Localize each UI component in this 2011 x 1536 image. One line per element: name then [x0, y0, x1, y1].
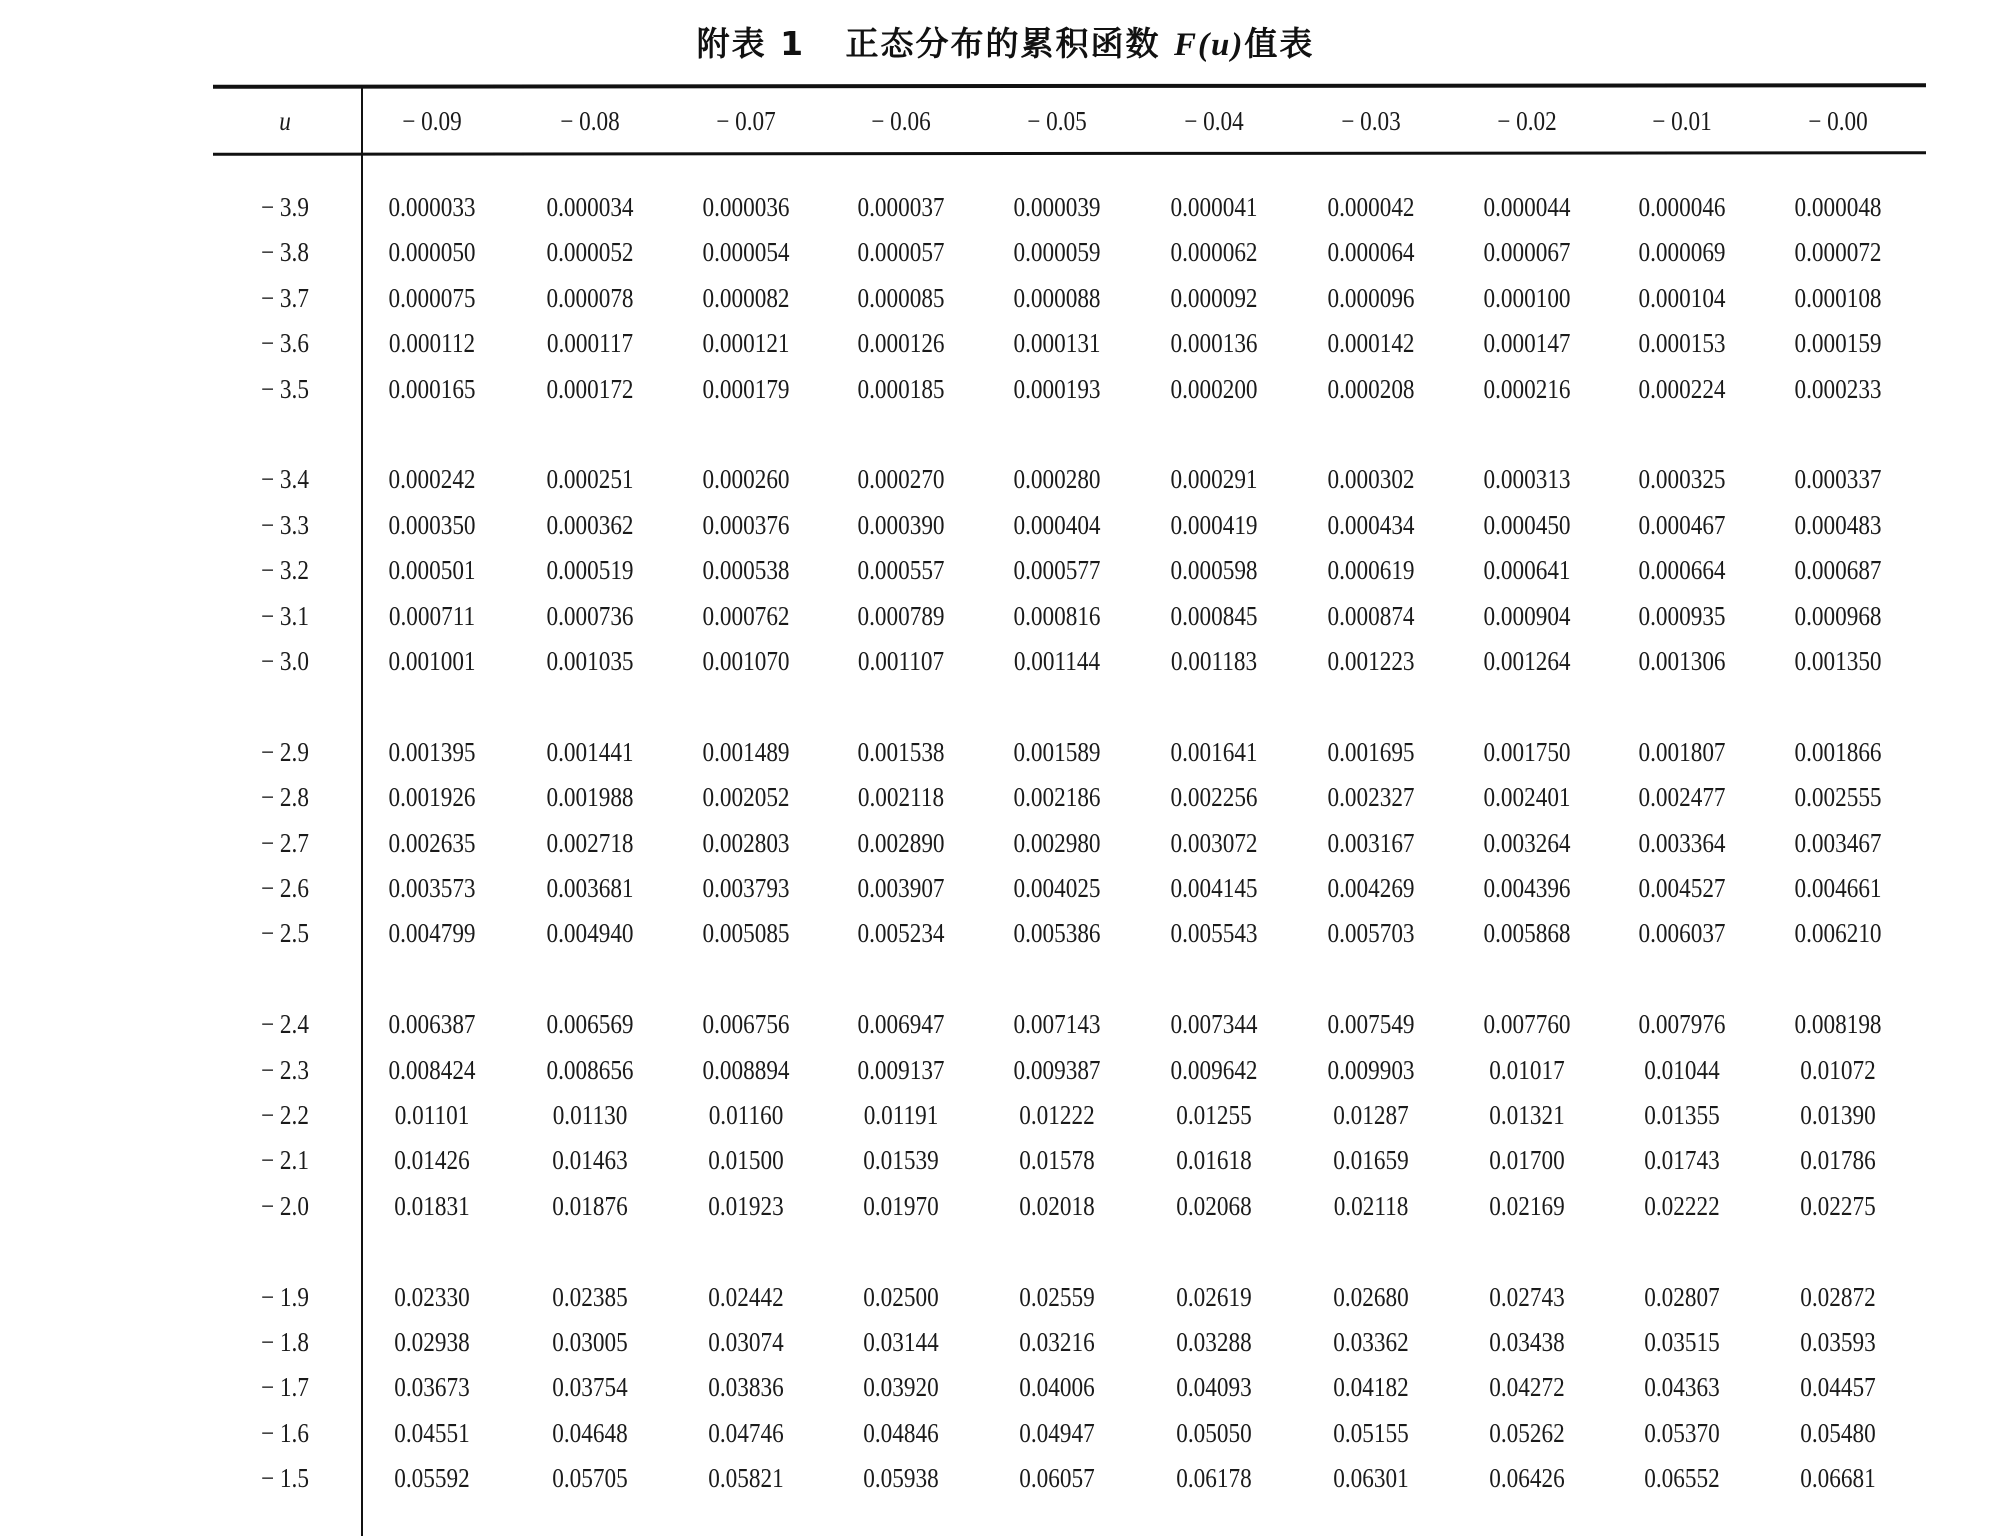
table-cell: 0.009642 — [1170, 1054, 1258, 1085]
table-cell: 0.01463 — [552, 1145, 628, 1176]
table-cell: 0.04093 — [1176, 1372, 1252, 1403]
table-cell: 0.000200 — [1170, 373, 1258, 404]
table-cell: 0.004269 — [1327, 873, 1415, 903]
table-cell: 0.000450 — [1483, 509, 1571, 540]
table-cell: 0.01044 — [1644, 1054, 1720, 1085]
table-cell: 0.003681 — [546, 873, 634, 903]
table-cell: 0.000419 — [1170, 509, 1258, 540]
table-cell: 0.000036 — [702, 192, 790, 222]
table-cell: 0.01130 — [552, 1100, 628, 1130]
table-cell: 0.008424 — [388, 1054, 476, 1085]
table-cell: 0.02500 — [863, 1281, 939, 1312]
table-cell: 0.004396 — [1483, 873, 1571, 903]
table-cell: 0.02018 — [1019, 1190, 1095, 1221]
column-header: − 0.08 — [560, 106, 620, 136]
table-cell: 0.02442 — [708, 1281, 784, 1312]
table-cell: 0.04648 — [552, 1417, 628, 1448]
table-cell: 0.000064 — [1327, 237, 1415, 268]
table-cell: 0.007549 — [1327, 1009, 1415, 1040]
table-cell: 0.001695 — [1327, 736, 1415, 767]
table-cell: 0.000179 — [702, 373, 790, 404]
table-cell: 0.000165 — [388, 373, 476, 404]
top-rule — [213, 83, 1926, 88]
table-cell: 0.003072 — [1170, 827, 1258, 858]
table-cell: 0.003793 — [702, 873, 790, 903]
row-header-u: − 1.5 — [261, 1463, 309, 1494]
table-cell: 0.03074 — [708, 1327, 784, 1357]
table-cell: 0.001223 — [1327, 646, 1415, 676]
table-cell: 0.05821 — [708, 1463, 784, 1494]
table-cell: 0.001926 — [388, 782, 476, 813]
table-cell: 0.000968 — [1794, 600, 1882, 631]
table-cell: 0.02619 — [1176, 1281, 1252, 1312]
row-header-u: − 3.1 — [261, 600, 309, 631]
title-text: 正态分布的累积函数 — [845, 24, 1161, 63]
table-cell: 0.000050 — [388, 237, 476, 268]
table-cell: 0.02169 — [1489, 1190, 1565, 1221]
table-cell: 0.04551 — [394, 1417, 470, 1448]
table-cell: 0.001183 — [1170, 646, 1258, 676]
table-cell: 0.000042 — [1327, 192, 1415, 222]
row-header-u: − 1.8 — [261, 1327, 309, 1357]
table-cell: 0.01500 — [708, 1145, 784, 1176]
table-cell: 0.001144 — [1013, 646, 1101, 676]
table-cell: 0.000325 — [1638, 464, 1726, 495]
table-cell: 0.002477 — [1638, 782, 1726, 813]
table-cell: 0.000557 — [857, 555, 945, 586]
table-cell: 0.005386 — [1013, 918, 1101, 949]
header-rule — [213, 151, 1926, 155]
table-cell: 0.000044 — [1483, 192, 1571, 222]
table-cell: 0.005085 — [702, 918, 790, 949]
table-cell: 0.000082 — [702, 282, 790, 313]
table-cell: 0.001035 — [546, 646, 634, 676]
table-cell: 0.01321 — [1489, 1100, 1565, 1130]
column-header: − 0.00 — [1808, 106, 1868, 136]
table-cell: 0.000291 — [1170, 464, 1258, 495]
table-cell: 0.000112 — [388, 328, 476, 359]
table-cell: 0.000104 — [1638, 282, 1726, 313]
table-cell: 0.04182 — [1333, 1372, 1409, 1403]
table-cell: 0.000069 — [1638, 237, 1726, 268]
table-cell: 0.001489 — [702, 736, 790, 767]
row-header-u: − 3.8 — [261, 237, 309, 268]
table-cell: 0.000467 — [1638, 509, 1726, 540]
row-header-u: − 3.9 — [261, 192, 309, 222]
table-cell: 0.01618 — [1176, 1145, 1252, 1176]
table-cell: 0.02559 — [1019, 1281, 1095, 1312]
table-cell: 0.007760 — [1483, 1009, 1571, 1040]
row-header-u: − 1.6 — [261, 1417, 309, 1448]
table-cell: 0.000037 — [857, 192, 945, 222]
table-cell: 0.000687 — [1794, 555, 1882, 586]
table-cell: 0.000577 — [1013, 555, 1101, 586]
table-cell: 0.000904 — [1483, 600, 1571, 631]
column-header: − 0.07 — [716, 106, 776, 136]
table-cell: 0.03005 — [552, 1327, 628, 1357]
table-cell: 0.000242 — [388, 464, 476, 495]
table-cell: 0.000096 — [1327, 282, 1415, 313]
table-cell: 0.01876 — [552, 1190, 628, 1221]
row-header-u: − 2.8 — [261, 782, 309, 813]
table-cell: 0.03836 — [708, 1372, 784, 1403]
table-cell: 0.007976 — [1638, 1009, 1726, 1040]
table-cell: 0.06426 — [1489, 1463, 1565, 1494]
table-cell: 0.000251 — [546, 464, 634, 495]
table-cell: 0.06552 — [1644, 1463, 1720, 1494]
table-cell: 0.02275 — [1800, 1190, 1876, 1221]
table-cell: 0.004661 — [1794, 873, 1882, 903]
table-cell: 0.000302 — [1327, 464, 1415, 495]
row-header-u: − 2.9 — [261, 736, 309, 767]
table-cell: 0.03515 — [1644, 1327, 1720, 1357]
table-cell: 0.002890 — [857, 827, 945, 858]
table-cell: 0.006037 — [1638, 918, 1726, 949]
table-cell: 0.008894 — [702, 1054, 790, 1085]
table-cell: 0.000034 — [546, 192, 634, 222]
table-cell: 0.02118 — [1333, 1190, 1409, 1221]
table-cell: 0.000337 — [1794, 464, 1882, 495]
row-header-u: − 3.0 — [261, 646, 309, 676]
table-cell: 0.04006 — [1019, 1372, 1095, 1403]
table-cell: 0.05050 — [1176, 1417, 1252, 1448]
table-cell: 0.001750 — [1483, 736, 1571, 767]
table-cell: 0.009387 — [1013, 1054, 1101, 1085]
row-header-u: − 1.9 — [261, 1281, 309, 1312]
row-header-u: − 3.5 — [261, 373, 309, 404]
table-cell: 0.04363 — [1644, 1372, 1720, 1403]
table-cell: 0.001350 — [1794, 646, 1882, 676]
table-cell: 0.03288 — [1176, 1327, 1252, 1357]
table-cell: 0.003167 — [1327, 827, 1415, 858]
table-cell: 0.000390 — [857, 509, 945, 540]
table-cell: 0.03144 — [863, 1327, 939, 1357]
column-header: − 0.05 — [1027, 106, 1087, 136]
column-header: − 0.02 — [1497, 106, 1557, 136]
table-cell: 0.03920 — [863, 1372, 939, 1403]
table-cell: 0.000048 — [1794, 192, 1882, 222]
table-cell: 0.004799 — [388, 918, 476, 949]
table-cell: 0.06681 — [1800, 1463, 1876, 1494]
table-cell: 0.001306 — [1638, 646, 1726, 676]
table-cell: 0.01255 — [1176, 1100, 1252, 1130]
table-cell: 0.001107 — [857, 646, 945, 676]
table-cell: 0.001264 — [1483, 646, 1571, 676]
table-cell: 0.02068 — [1176, 1190, 1252, 1221]
table-cell: 0.05705 — [552, 1463, 628, 1494]
table-cell: 0.000538 — [702, 555, 790, 586]
table-cell: 0.000121 — [702, 328, 790, 359]
table-cell: 0.002118 — [857, 782, 945, 813]
title-function: F(u) — [1174, 27, 1245, 63]
table-cell: 0.002327 — [1327, 782, 1415, 813]
row-header-u: − 2.4 — [261, 1009, 309, 1040]
table-cell: 0.01539 — [863, 1145, 939, 1176]
table-cell: 0.06301 — [1333, 1463, 1409, 1494]
table-cell: 0.004025 — [1013, 873, 1101, 903]
column-header: − 0.09 — [402, 106, 462, 136]
table-cell: 0.000147 — [1483, 328, 1571, 359]
table-cell: 0.03673 — [394, 1372, 470, 1403]
table-cell: 0.000736 — [546, 600, 634, 631]
table-cell: 0.006756 — [702, 1009, 790, 1040]
table-cell: 0.000185 — [857, 373, 945, 404]
table-cell: 0.01160 — [708, 1100, 784, 1130]
table-cell: 0.000052 — [546, 237, 634, 268]
table-cell: 0.000434 — [1327, 509, 1415, 540]
column-header-u: u — [279, 106, 291, 136]
row-header-u: − 2.5 — [261, 918, 309, 949]
table-cell: 0.000619 — [1327, 555, 1415, 586]
table-cell: 0.002980 — [1013, 827, 1101, 858]
table-cell: 0.001866 — [1794, 736, 1882, 767]
table-cell: 0.000270 — [857, 464, 945, 495]
table-cell: 0.01191 — [863, 1100, 939, 1130]
table-cell: 0.008198 — [1794, 1009, 1882, 1040]
row-header-u: − 3.3 — [261, 509, 309, 540]
table-cell: 0.000789 — [857, 600, 945, 631]
table-cell: 0.001395 — [388, 736, 476, 767]
table-cell: 0.003264 — [1483, 827, 1571, 858]
table-cell: 0.000501 — [388, 555, 476, 586]
table-cell: 0.01287 — [1333, 1100, 1409, 1130]
table-cell: 0.000117 — [546, 328, 634, 359]
table-cell: 0.003573 — [388, 873, 476, 903]
table-cell: 0.000054 — [702, 237, 790, 268]
table-cell: 0.002052 — [702, 782, 790, 813]
row-header-u: − 3.7 — [261, 282, 309, 313]
table-cell: 0.000350 — [388, 509, 476, 540]
table-cell: 0.001589 — [1013, 736, 1101, 767]
table-cell: 0.000159 — [1794, 328, 1882, 359]
table-cell: 0.000519 — [546, 555, 634, 586]
table-cell: 0.000598 — [1170, 555, 1258, 586]
table-cell: 0.000260 — [702, 464, 790, 495]
table-cell: 0.000483 — [1794, 509, 1882, 540]
table-cell: 0.000067 — [1483, 237, 1571, 268]
table-cell: 0.001441 — [546, 736, 634, 767]
table-cell: 0.004940 — [546, 918, 634, 949]
table-cell: 0.006569 — [546, 1009, 634, 1040]
table-cell: 0.01659 — [1333, 1145, 1409, 1176]
table-cell: 0.000088 — [1013, 282, 1101, 313]
table-cell: 0.002555 — [1794, 782, 1882, 813]
row-header-u: − 2.7 — [261, 827, 309, 858]
table-cell: 0.05262 — [1489, 1417, 1565, 1448]
row-header-u: − 2.0 — [261, 1190, 309, 1221]
table-cell: 0.003364 — [1638, 827, 1726, 858]
row-header-u: − 3.6 — [261, 328, 309, 359]
column-header: − 0.03 — [1341, 106, 1401, 136]
table-cell: 0.009137 — [857, 1054, 945, 1085]
table-cell: 0.006387 — [388, 1009, 476, 1040]
table-cell: 0.005234 — [857, 918, 945, 949]
table-cell: 0.000216 — [1483, 373, 1571, 404]
row-header-u: − 1.7 — [261, 1372, 309, 1403]
table-cell: 0.000085 — [857, 282, 945, 313]
table-cell: 0.004527 — [1638, 873, 1726, 903]
table-cell: 0.000362 — [546, 509, 634, 540]
row-header-u: − 2.1 — [261, 1145, 309, 1176]
table-cell: 0.01578 — [1019, 1145, 1095, 1176]
table-cell: 0.03754 — [552, 1372, 628, 1403]
table-cell: 0.000062 — [1170, 237, 1258, 268]
table-cell: 0.000072 — [1794, 237, 1882, 268]
table-cell: 0.01017 — [1489, 1054, 1565, 1085]
table-cell: 0.01831 — [394, 1190, 470, 1221]
table-cell: 0.000078 — [546, 282, 634, 313]
table-cell: 0.001001 — [388, 646, 476, 676]
row-header-u: − 3.2 — [261, 555, 309, 586]
column-header: − 0.01 — [1652, 106, 1712, 136]
table-cell: 0.000142 — [1327, 328, 1415, 359]
table-cell: 0.000100 — [1483, 282, 1571, 313]
table-cell: 0.02680 — [1333, 1281, 1409, 1312]
table-cell: 0.05592 — [394, 1463, 470, 1494]
table-cell: 0.000172 — [546, 373, 634, 404]
table-cell: 0.000208 — [1327, 373, 1415, 404]
column-header: − 0.06 — [871, 106, 931, 136]
table-cell: 0.000280 — [1013, 464, 1101, 495]
table-cell: 0.02385 — [552, 1281, 628, 1312]
table-cell: 0.000664 — [1638, 555, 1726, 586]
table-cell: 0.000039 — [1013, 192, 1101, 222]
table-cell: 0.06057 — [1019, 1463, 1095, 1494]
table-cell: 0.03438 — [1489, 1327, 1565, 1357]
table-cell: 0.002186 — [1013, 782, 1101, 813]
table-cell: 0.01786 — [1800, 1145, 1876, 1176]
table-cell: 0.01970 — [863, 1190, 939, 1221]
table-cell: 0.03362 — [1333, 1327, 1409, 1357]
table-cell: 0.002803 — [702, 827, 790, 858]
table-cell: 0.04947 — [1019, 1417, 1095, 1448]
page-title — [0, 18, 2011, 65]
table-cell: 0.000131 — [1013, 328, 1101, 359]
table-cell: 0.01072 — [1800, 1054, 1876, 1085]
table-cell: 0.000313 — [1483, 464, 1571, 495]
table-cell: 0.000233 — [1794, 373, 1882, 404]
table-cell: 0.05480 — [1800, 1417, 1876, 1448]
table-cell: 0.000046 — [1638, 192, 1726, 222]
table-cell: 0.000711 — [388, 600, 476, 631]
table-cell: 0.01101 — [394, 1100, 470, 1130]
table-cell: 0.000845 — [1170, 600, 1258, 631]
table-cell: 0.01426 — [394, 1145, 470, 1176]
table-cell: 0.000935 — [1638, 600, 1726, 631]
table-cell: 0.001538 — [857, 736, 945, 767]
table-cell: 0.006210 — [1794, 918, 1882, 949]
table-cell: 0.009903 — [1327, 1054, 1415, 1085]
table-cell: 0.000092 — [1170, 282, 1258, 313]
table-cell: 0.000153 — [1638, 328, 1726, 359]
table-cell: 0.05938 — [863, 1463, 939, 1494]
table-cell: 0.01222 — [1019, 1100, 1095, 1130]
table-cell: 0.02938 — [394, 1327, 470, 1357]
table-cell: 0.000057 — [857, 237, 945, 268]
table-cell: 0.01700 — [1489, 1145, 1565, 1176]
table-cell: 0.006947 — [857, 1009, 945, 1040]
table-cell: 0.004145 — [1170, 873, 1258, 903]
table-cell: 0.000224 — [1638, 373, 1726, 404]
table-cell: 0.02330 — [394, 1281, 470, 1312]
table-cell: 0.04457 — [1800, 1372, 1876, 1403]
row-header-u: − 2.2 — [261, 1100, 309, 1130]
table-cell: 0.02872 — [1800, 1281, 1876, 1312]
table-cell: 0.000033 — [388, 192, 476, 222]
row-header-u: − 2.6 — [261, 873, 309, 903]
table-cell: 0.003467 — [1794, 827, 1882, 858]
table-cell: 0.02807 — [1644, 1281, 1720, 1312]
table-cell: 0.05155 — [1333, 1417, 1409, 1448]
table-cell: 0.000126 — [857, 328, 945, 359]
table-cell: 0.01923 — [708, 1190, 784, 1221]
table-cell: 0.001807 — [1638, 736, 1726, 767]
table-cell: 0.02222 — [1644, 1190, 1720, 1221]
table-cell: 0.03216 — [1019, 1327, 1095, 1357]
table-cell: 0.01355 — [1644, 1100, 1720, 1130]
table-cell: 0.01743 — [1644, 1145, 1720, 1176]
table-cell: 0.03593 — [1800, 1327, 1876, 1357]
row-header-u: − 2.3 — [261, 1054, 309, 1085]
table-cell: 0.02743 — [1489, 1281, 1565, 1312]
table-cell: 0.005703 — [1327, 918, 1415, 949]
row-header-u: − 3.4 — [261, 464, 309, 495]
table-cell: 0.002718 — [546, 827, 634, 858]
table-cell: 0.06178 — [1176, 1463, 1252, 1494]
table-cell: 0.05370 — [1644, 1417, 1720, 1448]
table-cell: 0.002256 — [1170, 782, 1258, 813]
table-cell: 0.001641 — [1170, 736, 1258, 767]
table-cell: 0.000108 — [1794, 282, 1882, 313]
title-suffix: 值表 — [1244, 24, 1315, 63]
table-cell: 0.000762 — [702, 600, 790, 631]
table-cell: 0.000376 — [702, 509, 790, 540]
table-cell: 0.002401 — [1483, 782, 1571, 813]
table-cell: 0.008656 — [546, 1054, 634, 1085]
table-cell: 0.001988 — [546, 782, 634, 813]
table-cell: 0.005543 — [1170, 918, 1258, 949]
table-cell: 0.000059 — [1013, 237, 1101, 268]
row-header-divider — [361, 86, 363, 1536]
table-cell: 0.007344 — [1170, 1009, 1258, 1040]
column-header: − 0.04 — [1184, 106, 1244, 136]
table-cell: 0.04746 — [708, 1417, 784, 1448]
table-cell: 0.000874 — [1327, 600, 1415, 631]
table-cell: 0.000816 — [1013, 600, 1101, 631]
table-cell: 0.005868 — [1483, 918, 1571, 949]
table-cell: 0.000075 — [388, 282, 476, 313]
table-cell: 0.002635 — [388, 827, 476, 858]
table-cell: 0.04846 — [863, 1417, 939, 1448]
table-cell: 0.000193 — [1013, 373, 1101, 404]
table-cell: 0.001070 — [702, 646, 790, 676]
table-cell: 0.007143 — [1013, 1009, 1101, 1040]
table-cell: 0.000641 — [1483, 555, 1571, 586]
table-cell: 0.01390 — [1800, 1100, 1876, 1130]
table-cell: 0.04272 — [1489, 1372, 1565, 1403]
table-cell: 0.000136 — [1170, 328, 1258, 359]
table-cell: 0.003907 — [857, 873, 945, 903]
table-number: 附表 1 — [696, 24, 806, 63]
table-cell: 0.000404 — [1013, 509, 1101, 540]
table-cell: 0.000041 — [1170, 192, 1258, 222]
